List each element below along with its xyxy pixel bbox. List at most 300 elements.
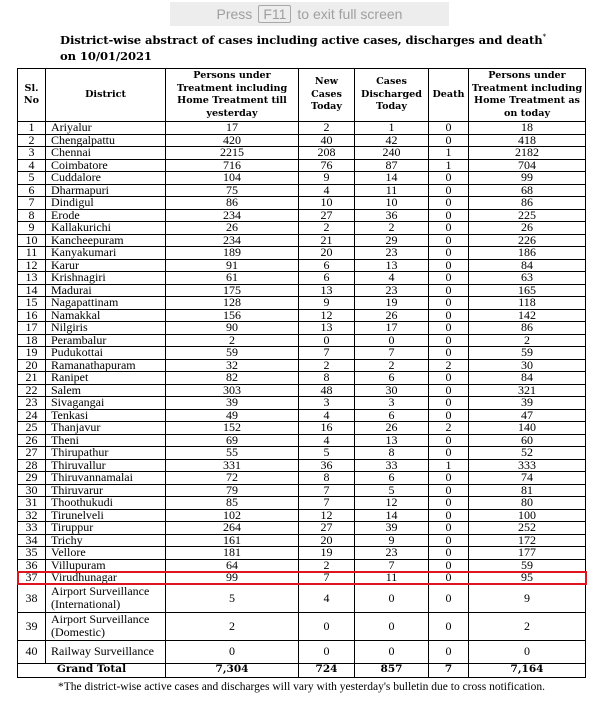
cell-persons-under-treatment-yesterday: 17 (166, 122, 299, 135)
table-row (18, 447, 586, 460)
cell-persons-under-treatment-today: 84 (469, 372, 586, 385)
cell-new-cases-today: 27 (299, 209, 355, 222)
cell-persons-under-treatment-yesterday: 85 (166, 497, 299, 510)
cell-new-cases-today: 208 (299, 147, 355, 160)
cell-sl-no: 6 (18, 184, 46, 197)
cell-persons-under-treatment-yesterday: 234 (166, 234, 299, 247)
cell-death: 0 (429, 284, 469, 297)
cell-sl-no: 29 (18, 472, 46, 485)
cell-cases-discharged-today: 7 (355, 559, 429, 572)
cell-sl-no: 40 (18, 640, 46, 663)
cell-new-cases-today: 2 (299, 359, 355, 372)
cell-persons-under-treatment-yesterday: 2215 (166, 147, 299, 160)
cell-district: Ranipet (46, 372, 166, 385)
table-body (18, 122, 586, 678)
cell-sl-no: 26 (18, 434, 46, 447)
cell-new-cases-today: 48 (299, 384, 355, 397)
cell-cases-discharged-today: 30 (355, 384, 429, 397)
cell-new-cases-today: 12 (299, 509, 355, 522)
cell-cases-discharged-today: 23 (355, 284, 429, 297)
cell-district: Thoothukudi (46, 497, 166, 510)
cell-sl-no: 16 (18, 309, 46, 322)
cell-persons-under-treatment-yesterday: 32 (166, 359, 299, 372)
cell-persons-under-treatment-today: 321 (469, 384, 586, 397)
header-persons-under-treatment-today: Persons under Treatment including Home Treatment as on today (469, 69, 586, 122)
cell-death: 0 (429, 272, 469, 285)
table-row (18, 259, 586, 272)
table-row (18, 509, 586, 522)
cell-sl-no: 23 (18, 397, 46, 410)
table-row (18, 534, 586, 547)
table-row (18, 372, 586, 385)
cell-district: Theni (46, 434, 166, 447)
cell-persons-under-treatment-yesterday: 234 (166, 209, 299, 222)
cell-district: Cuddalore (46, 172, 166, 185)
cell-death: 0 (429, 472, 469, 485)
cell-persons-under-treatment-today: 252 (469, 522, 586, 535)
cell-sl-no: 24 (18, 409, 46, 422)
cell-sl-no: 3 (18, 147, 46, 160)
cell-death: 0 (429, 534, 469, 547)
cell-persons-under-treatment-today: 59 (469, 347, 586, 360)
cell-new-cases-today: 10 (299, 197, 355, 210)
cell-persons-under-treatment-yesterday: 152 (166, 422, 299, 435)
cell-sl-no: 28 (18, 459, 46, 472)
table-row (18, 122, 586, 135)
cell-new-cases-today: 76 (299, 159, 355, 172)
total-persons-under-treatment-today: 7,164 (469, 663, 586, 677)
cell-death: 0 (429, 447, 469, 460)
hint-post: to exit full screen (297, 6, 403, 22)
cell-persons-under-treatment-yesterday: 716 (166, 159, 299, 172)
header-death: Death (429, 69, 469, 122)
cell-persons-under-treatment-today: 142 (469, 309, 586, 322)
cell-district: Perambalur (46, 334, 166, 347)
cell-cases-discharged-today: 10 (355, 197, 429, 210)
cell-district: Salem (46, 384, 166, 397)
table-row (18, 612, 586, 640)
cell-death: 0 (429, 209, 469, 222)
cell-cases-discharged-today: 36 (355, 209, 429, 222)
cell-new-cases-today: 2 (299, 559, 355, 572)
cell-persons-under-treatment-yesterday: 420 (166, 134, 299, 147)
cell-persons-under-treatment-yesterday: 64 (166, 559, 299, 572)
cell-persons-under-treatment-today: 177 (469, 547, 586, 560)
cell-persons-under-treatment-yesterday: 99 (166, 572, 299, 585)
table-row (18, 197, 586, 210)
cell-district: Tiruppur (46, 522, 166, 535)
cell-persons-under-treatment-yesterday: 39 (166, 397, 299, 410)
cell-persons-under-treatment-today: 99 (469, 172, 586, 185)
cell-district: Dharmapuri (46, 184, 166, 197)
cell-persons-under-treatment-yesterday: 82 (166, 372, 299, 385)
cell-district: Thiruvarur (46, 484, 166, 497)
cell-death: 0 (429, 297, 469, 310)
cell-persons-under-treatment-yesterday: 5 (166, 584, 299, 612)
table-row (18, 572, 586, 585)
cell-death: 0 (429, 172, 469, 185)
cell-persons-under-treatment-yesterday: 104 (166, 172, 299, 185)
cell-persons-under-treatment-today: 95 (469, 572, 586, 585)
table-row (18, 234, 586, 247)
cell-new-cases-today: 36 (299, 459, 355, 472)
cell-death: 0 (429, 584, 469, 612)
cell-death: 0 (429, 572, 469, 585)
cell-sl-no: 10 (18, 234, 46, 247)
cell-district: Kanyakumari (46, 247, 166, 260)
cell-cases-discharged-today: 6 (355, 372, 429, 385)
cell-new-cases-today: 12 (299, 309, 355, 322)
cell-cases-discharged-today: 39 (355, 522, 429, 535)
table-row (18, 247, 586, 260)
cell-new-cases-today: 5 (299, 447, 355, 460)
f11-key: F11 (258, 5, 291, 23)
cell-persons-under-treatment-today: 9 (469, 584, 586, 612)
cell-death: 0 (429, 372, 469, 385)
total-death: 7 (429, 663, 469, 677)
cell-sl-no: 22 (18, 384, 46, 397)
cell-persons-under-treatment-today: 63 (469, 272, 586, 285)
cell-district: Thiruvannamalai (46, 472, 166, 485)
cell-death: 1 (429, 159, 469, 172)
cell-death: 0 (429, 384, 469, 397)
cell-cases-discharged-today: 9 (355, 534, 429, 547)
cell-sl-no: 13 (18, 272, 46, 285)
table-row (18, 172, 586, 185)
cell-sl-no: 31 (18, 497, 46, 510)
cell-sl-no: 12 (18, 259, 46, 272)
table-row (18, 584, 586, 612)
cell-persons-under-treatment-yesterday: 102 (166, 509, 299, 522)
table-row (18, 272, 586, 285)
cell-new-cases-today: 2 (299, 222, 355, 235)
table-section (17, 68, 585, 694)
cell-persons-under-treatment-today: 0 (469, 640, 586, 663)
table-row (18, 359, 586, 372)
cell-persons-under-treatment-today: 118 (469, 297, 586, 310)
cell-sl-no: 34 (18, 534, 46, 547)
cell-persons-under-treatment-yesterday: 128 (166, 297, 299, 310)
cell-district: Karur (46, 259, 166, 272)
header-new-cases-today: New Cases Today (299, 69, 355, 122)
cell-persons-under-treatment-today: 86 (469, 322, 586, 335)
cell-persons-under-treatment-yesterday: 156 (166, 309, 299, 322)
cell-new-cases-today: 4 (299, 434, 355, 447)
cell-cases-discharged-today: 0 (355, 334, 429, 347)
cell-cases-discharged-today: 1 (355, 122, 429, 135)
cell-cases-discharged-today: 11 (355, 572, 429, 585)
cell-persons-under-treatment-today: 2 (469, 334, 586, 347)
cell-sl-no: 7 (18, 197, 46, 210)
cell-new-cases-today: 0 (299, 612, 355, 640)
cell-sl-no: 17 (18, 322, 46, 335)
cell-new-cases-today: 3 (299, 397, 355, 410)
cell-death: 0 (429, 522, 469, 535)
cell-district: Pudukottai (46, 347, 166, 360)
footnote: *The district-wise active cases and discharges will vary with yesterday's bulletin due to cross notification. (58, 680, 545, 693)
cell-district: Nagapattinam (46, 297, 166, 310)
table-row (18, 522, 586, 535)
cell-new-cases-today: 7 (299, 572, 355, 585)
cell-persons-under-treatment-yesterday: 331 (166, 459, 299, 472)
grand-total-row (18, 663, 586, 677)
cell-district: Coimbatore (46, 159, 166, 172)
header-district: District (46, 69, 166, 122)
cell-persons-under-treatment-today: 60 (469, 434, 586, 447)
cell-new-cases-today: 7 (299, 347, 355, 360)
header-row (18, 69, 586, 122)
cell-cases-discharged-today: 29 (355, 234, 429, 247)
cell-district: Madurai (46, 284, 166, 297)
cell-district: Krishnagiri (46, 272, 166, 285)
header-sl-no: Sl. No (18, 69, 46, 122)
cell-district: Kallakurichi (46, 222, 166, 235)
cell-persons-under-treatment-today: 165 (469, 284, 586, 297)
cell-new-cases-today: 9 (299, 172, 355, 185)
cell-persons-under-treatment-yesterday: 49 (166, 409, 299, 422)
cell-death: 0 (429, 322, 469, 335)
cell-sl-no: 11 (18, 247, 46, 260)
cell-new-cases-today: 6 (299, 272, 355, 285)
cell-cases-discharged-today: 19 (355, 297, 429, 310)
cell-persons-under-treatment-today: 39 (469, 397, 586, 410)
cell-cases-discharged-today: 26 (355, 309, 429, 322)
cell-cases-discharged-today: 12 (355, 497, 429, 510)
table-row (18, 559, 586, 572)
cell-cases-discharged-today: 5 (355, 484, 429, 497)
title-line2: on 10/01/2021 (60, 48, 152, 63)
table-row (18, 434, 586, 447)
cell-district: Thiruvallur (46, 459, 166, 472)
cell-new-cases-today: 20 (299, 247, 355, 260)
cell-sl-no: 18 (18, 334, 46, 347)
cell-sl-no: 14 (18, 284, 46, 297)
cell-new-cases-today: 4 (299, 184, 355, 197)
cell-persons-under-treatment-today: 100 (469, 509, 586, 522)
cell-district: Airport Surveillance (Domestic) (46, 612, 166, 640)
cell-district: Chengalpattu (46, 134, 166, 147)
cell-persons-under-treatment-yesterday: 26 (166, 222, 299, 235)
cell-persons-under-treatment-today: 52 (469, 447, 586, 460)
cell-persons-under-treatment-yesterday: 181 (166, 547, 299, 560)
table-row (18, 397, 586, 410)
cell-death: 0 (429, 409, 469, 422)
table-row (18, 222, 586, 235)
table-row (18, 347, 586, 360)
cell-sl-no: 9 (18, 222, 46, 235)
cell-cases-discharged-today: 7 (355, 347, 429, 360)
cell-persons-under-treatment-today: 226 (469, 234, 586, 247)
cell-death: 0 (429, 347, 469, 360)
cell-persons-under-treatment-today: 2182 (469, 147, 586, 160)
fullscreen-exit-hint (170, 2, 449, 26)
cell-persons-under-treatment-yesterday: 69 (166, 434, 299, 447)
cell-new-cases-today: 0 (299, 640, 355, 663)
cell-district: Erode (46, 209, 166, 222)
cell-new-cases-today: 13 (299, 284, 355, 297)
cell-persons-under-treatment-yesterday: 59 (166, 347, 299, 360)
cell-cases-discharged-today: 14 (355, 509, 429, 522)
grand-total-label: Grand Total (18, 663, 166, 677)
table-row (18, 484, 586, 497)
cell-district: Namakkal (46, 309, 166, 322)
cell-district: Tenkasi (46, 409, 166, 422)
cell-persons-under-treatment-today: 172 (469, 534, 586, 547)
cell-death: 0 (429, 497, 469, 510)
cell-new-cases-today: 16 (299, 422, 355, 435)
cell-district: Dindigul (46, 197, 166, 210)
cell-death: 2 (429, 422, 469, 435)
cell-new-cases-today: 4 (299, 584, 355, 612)
cell-persons-under-treatment-today: 84 (469, 259, 586, 272)
total-persons-under-treatment-yesterday: 7,304 (166, 663, 299, 677)
cell-new-cases-today: 20 (299, 534, 355, 547)
table-row (18, 184, 586, 197)
cell-district: Kancheepuram (46, 234, 166, 247)
cell-persons-under-treatment-yesterday: 0 (166, 640, 299, 663)
title-asterisk: * (542, 33, 546, 41)
cell-persons-under-treatment-today: 30 (469, 359, 586, 372)
table-row (18, 159, 586, 172)
cell-cases-discharged-today: 42 (355, 134, 429, 147)
cell-persons-under-treatment-today: 74 (469, 472, 586, 485)
cell-death: 0 (429, 434, 469, 447)
cell-sl-no: 39 (18, 612, 46, 640)
cell-district: Thirupathur (46, 447, 166, 460)
cell-cases-discharged-today: 13 (355, 434, 429, 447)
cell-persons-under-treatment-today: 59 (469, 559, 586, 572)
cell-cases-discharged-today: 13 (355, 259, 429, 272)
cell-district: Chennai (46, 147, 166, 160)
cell-death: 0 (429, 559, 469, 572)
cell-death: 0 (429, 334, 469, 347)
cell-district: Trichy (46, 534, 166, 547)
total-cases-discharged-today: 857 (355, 663, 429, 677)
cell-sl-no: 21 (18, 372, 46, 385)
cell-death: 0 (429, 184, 469, 197)
cell-death: 0 (429, 197, 469, 210)
cell-sl-no: 4 (18, 159, 46, 172)
cell-new-cases-today: 13 (299, 322, 355, 335)
table-row (18, 134, 586, 147)
cell-persons-under-treatment-today: 186 (469, 247, 586, 260)
cell-cases-discharged-today: 14 (355, 172, 429, 185)
cell-death: 0 (429, 122, 469, 135)
title-line1: District-wise abstract of cases including active cases, discharges and death (60, 32, 543, 47)
cell-new-cases-today: 8 (299, 472, 355, 485)
cell-new-cases-today: 27 (299, 522, 355, 535)
cell-cases-discharged-today: 6 (355, 472, 429, 485)
cell-cases-discharged-today: 4 (355, 272, 429, 285)
cell-persons-under-treatment-today: 333 (469, 459, 586, 472)
cell-cases-discharged-today: 0 (355, 640, 429, 663)
cell-death: 0 (429, 234, 469, 247)
cell-persons-under-treatment-today: 26 (469, 222, 586, 235)
cell-new-cases-today: 7 (299, 484, 355, 497)
cell-death: 0 (429, 509, 469, 522)
cell-district: Railway Surveillance (46, 640, 166, 663)
cell-persons-under-treatment-today: 704 (469, 159, 586, 172)
cell-cases-discharged-today: 17 (355, 322, 429, 335)
header-persons-under-treatment-yesterday: Persons under Treatment including Home Treatment till yesterday (166, 69, 299, 122)
hint-pre: Press (216, 6, 253, 22)
cell-persons-under-treatment-today: 68 (469, 184, 586, 197)
cell-sl-no: 30 (18, 484, 46, 497)
cell-death: 0 (429, 247, 469, 260)
cell-persons-under-treatment-today: 140 (469, 422, 586, 435)
cell-sl-no: 5 (18, 172, 46, 185)
cell-district: Ariyalur (46, 122, 166, 135)
table-row (18, 640, 586, 663)
cell-persons-under-treatment-yesterday: 91 (166, 259, 299, 272)
cell-death: 0 (429, 484, 469, 497)
table-row (18, 497, 586, 510)
cell-sl-no: 20 (18, 359, 46, 372)
cell-persons-under-treatment-yesterday: 61 (166, 272, 299, 285)
table-row (18, 472, 586, 485)
cell-sl-no: 35 (18, 547, 46, 560)
cell-sl-no: 38 (18, 584, 46, 612)
cell-cases-discharged-today: 3 (355, 397, 429, 410)
cell-death: 0 (429, 134, 469, 147)
cell-cases-discharged-today: 23 (355, 547, 429, 560)
cell-death: 0 (429, 612, 469, 640)
cell-sl-no: 8 (18, 209, 46, 222)
cell-cases-discharged-today: 6 (355, 409, 429, 422)
cell-death: 0 (429, 547, 469, 560)
cell-cases-discharged-today: 11 (355, 184, 429, 197)
cell-persons-under-treatment-yesterday: 175 (166, 284, 299, 297)
cell-persons-under-treatment-yesterday: 161 (166, 534, 299, 547)
cell-death: 1 (429, 147, 469, 160)
cell-persons-under-treatment-yesterday: 90 (166, 322, 299, 335)
district-cases-table (17, 68, 586, 678)
cell-persons-under-treatment-yesterday: 72 (166, 472, 299, 485)
cell-death: 2 (429, 359, 469, 372)
cell-district: Vellore (46, 547, 166, 560)
cell-death: 0 (429, 309, 469, 322)
table-row (18, 422, 586, 435)
cell-persons-under-treatment-yesterday: 55 (166, 447, 299, 460)
cell-cases-discharged-today: 33 (355, 459, 429, 472)
cell-district: Ramanathapuram (46, 359, 166, 372)
cell-cases-discharged-today: 2 (355, 359, 429, 372)
cell-sl-no: 32 (18, 509, 46, 522)
cell-sl-no: 15 (18, 297, 46, 310)
cell-death: 0 (429, 259, 469, 272)
cell-district: Airport Surveillance (International) (46, 584, 166, 612)
cell-sl-no: 27 (18, 447, 46, 460)
cell-persons-under-treatment-today: 81 (469, 484, 586, 497)
cell-cases-discharged-today: 2 (355, 222, 429, 235)
cell-sl-no: 2 (18, 134, 46, 147)
cell-sl-no: 25 (18, 422, 46, 435)
cell-sl-no: 33 (18, 522, 46, 535)
page-title (60, 29, 546, 64)
cell-persons-under-treatment-today: 47 (469, 409, 586, 422)
cell-district: Sivagangai (46, 397, 166, 410)
cell-persons-under-treatment-today: 80 (469, 497, 586, 510)
cell-persons-under-treatment-yesterday: 189 (166, 247, 299, 260)
cell-sl-no: 1 (18, 122, 46, 135)
cell-death: 0 (429, 640, 469, 663)
cell-persons-under-treatment-yesterday: 2 (166, 612, 299, 640)
cell-persons-under-treatment-today: 225 (469, 209, 586, 222)
table-row (18, 547, 586, 560)
cell-district: Tirunelveli (46, 509, 166, 522)
cell-death: 0 (429, 397, 469, 410)
cell-district: Virudhunagar (46, 572, 166, 585)
